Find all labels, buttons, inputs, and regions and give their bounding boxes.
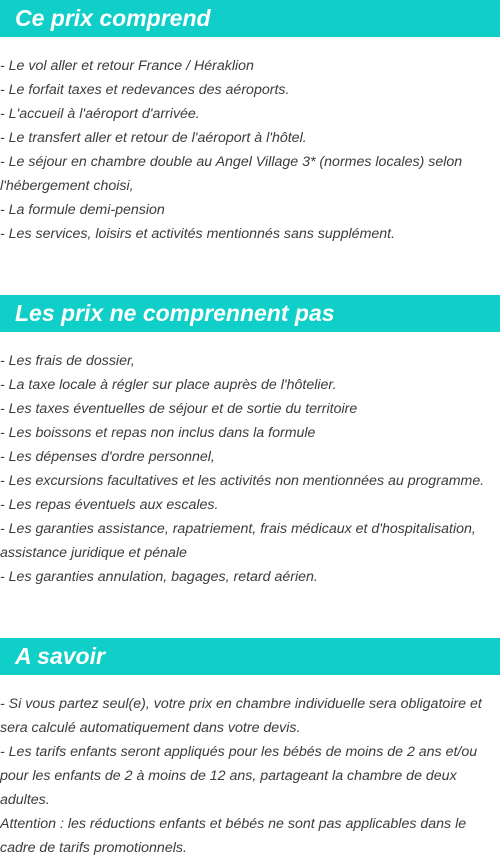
list-item: - Les excursions facultatives et les activités non mentionnées au programme. [0,473,485,489]
list-item: - Si vous partez seul(e), votre prix en chambre individuelle sera obligatoire et sera calculé automatiquement dans votre devis. [0,696,482,736]
list-item: - Les boissons et repas non inclus dans la formule [0,425,316,441]
list-item: - Les dépenses d'ordre personnel, [0,449,215,465]
section-price-excludes [0,295,500,589]
list-item: - Les services, loisirs et activités mentionnés sans supplément. [0,226,396,242]
list-item: - L'accueil à l'aéroport d'arrivée. [0,106,200,122]
section-list [0,332,500,589]
list-item: - Le transfert aller et retour de l'aéroport à l'hôtel. [0,130,307,146]
section-list [0,675,500,860]
list-item: - Les garanties assistance, rapatriement, frais médicaux et d'hospitalisation, assistance juridique et pénale [0,521,476,561]
section-title: A savoir [0,638,500,675]
list-item: - La formule demi-pension [0,202,165,218]
section-list [0,37,500,246]
section-title: Ce prix comprend [0,0,500,37]
list-item: - Les frais de dossier, [0,353,135,369]
list-item: - Le forfait taxes et redevances des aéroports. [0,82,290,98]
list-item: - Les garanties annulation, bagages, retard aérien. [0,569,318,585]
list-item: - Les repas éventuels aux escales. [0,497,219,513]
list-item: - Les taxes éventuelles de séjour et de sortie du territoire [0,401,358,417]
list-item: - La taxe locale à régler sur place auprès de l'hôtelier. [0,377,337,393]
list-item: - Les tarifs enfants seront appliqués pour les bébés de moins de 2 ans et/ou pour les enfants de 2 à moins de 12 ans, partageant la chambre de deux adultes. [0,744,478,808]
list-item: - Le séjour en chambre double au Angel Village 3* (normes locales) selon l'hébergement choisi, [0,154,463,194]
section-good-to-know [0,638,500,860]
list-item: - Le vol aller et retour France / Héraklion [0,58,254,74]
list-item: Attention : les réductions enfants et bébés ne sont pas applicables dans le cadre de tarifs promotionnels. [0,816,467,856]
section-price-includes [0,0,500,246]
section-title: Les prix ne comprennent pas [0,295,500,332]
